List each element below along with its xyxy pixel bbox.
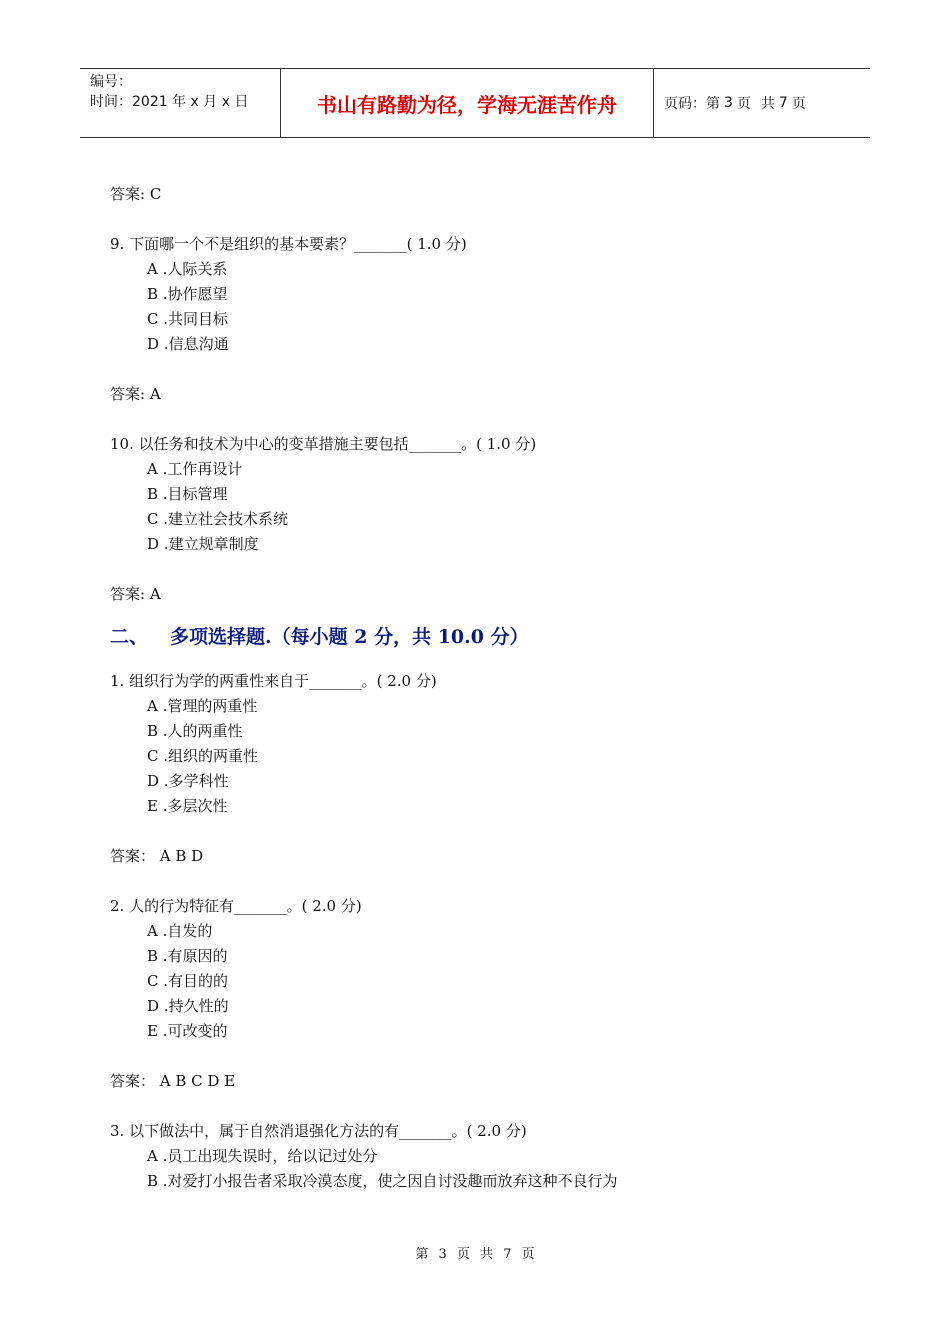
footer-p2: 页 [456,1247,470,1262]
q9-option-a: A .人际关系 [147,260,228,278]
m2-answer: 答案： A B C D E [110,1072,236,1090]
header-page-info [654,69,870,137]
section-title: 多项选择题.（每小题 2 分，共 10.0 分） [170,626,529,648]
m2-option-b: B .有原因的 [147,947,228,965]
q9-option-c: C .共同目标 [147,310,229,328]
q10-answer: 答案: A [110,585,161,603]
total-label: 共 [760,96,775,112]
q10-option-a: A .工作再设计 [147,460,243,478]
total-number: 7 [778,95,788,111]
multi-question-3: 3. 以下做法中，属于自然消退强化方法的有_______。( 2.0 分) [110,1122,527,1140]
page-header [80,68,870,138]
footer-page: 3 [438,1247,447,1262]
footer-p4: 页 [521,1247,535,1262]
header-meta [80,69,281,137]
m1-option-e: E .多层次性 [147,797,228,815]
page-number: 3 [724,95,733,111]
page-content [110,182,870,1194]
footer-total: 7 [503,1247,512,1262]
footer-p1: 第 [415,1247,429,1262]
m1-option-d: D .多学科性 [147,772,229,790]
section-number: 二、 [110,626,149,648]
page-label: 页码：第 [664,96,720,112]
m3-option-b: B .对爱打小报告者采取冷漠态度，使之因自讨没趣而放弃这种不良行为 [147,1172,618,1190]
question-9: 9. 下面哪一个不是组织的基本要素？_______( 1.0 分) [110,235,467,253]
m1-answer: 答案： A B D [110,847,204,865]
m1-option-b: B .人的两重性 [147,722,243,740]
m3-option-a: A .员工出现失误时，给以记过处分 [147,1147,378,1165]
page-footer [0,1243,950,1262]
q10-option-c: C .建立社会技术系统 [147,510,289,528]
m1-option-c: C .组织的两重性 [147,747,259,765]
q9-option-d: D .信息沟通 [147,335,229,353]
multi-question-2: 2. 人的行为特征有_______。( 2.0 分) [110,897,362,915]
q10-option-b: B .目标管理 [147,485,228,503]
multi-question-1: 1. 组织行为学的两重性来自于_______。( 2.0 分) [110,672,437,690]
total-end: 页 [791,96,806,112]
code-label: 编号： [90,74,132,90]
q9-option-b: B .协作愿望 [147,285,228,303]
date-text: 时间：2021 年 x 月 x 日 [90,94,249,110]
q9-answer: 答案: A [110,385,161,403]
m2-option-a: A .自发的 [147,922,213,940]
m2-option-d: D .持久性的 [147,997,229,1015]
answer-prev: 答案: C [110,185,162,203]
footer-p3: 共 [480,1247,494,1262]
m2-option-e: E .可改变的 [147,1022,228,1040]
section-heading [110,617,870,657]
q10-option-d: D .建立规章制度 [147,535,259,553]
header-motto: 书山有路勤为径，学海无涯苦作舟 [281,69,654,137]
m1-option-a: A .管理的两重性 [147,697,258,715]
question-10: 10. 以任务和技术为中心的变革措施主要包括_______。( 1.0 分) [110,435,537,453]
m2-option-c: C .有目的的 [147,972,229,990]
page-mid: 页 [736,96,751,112]
